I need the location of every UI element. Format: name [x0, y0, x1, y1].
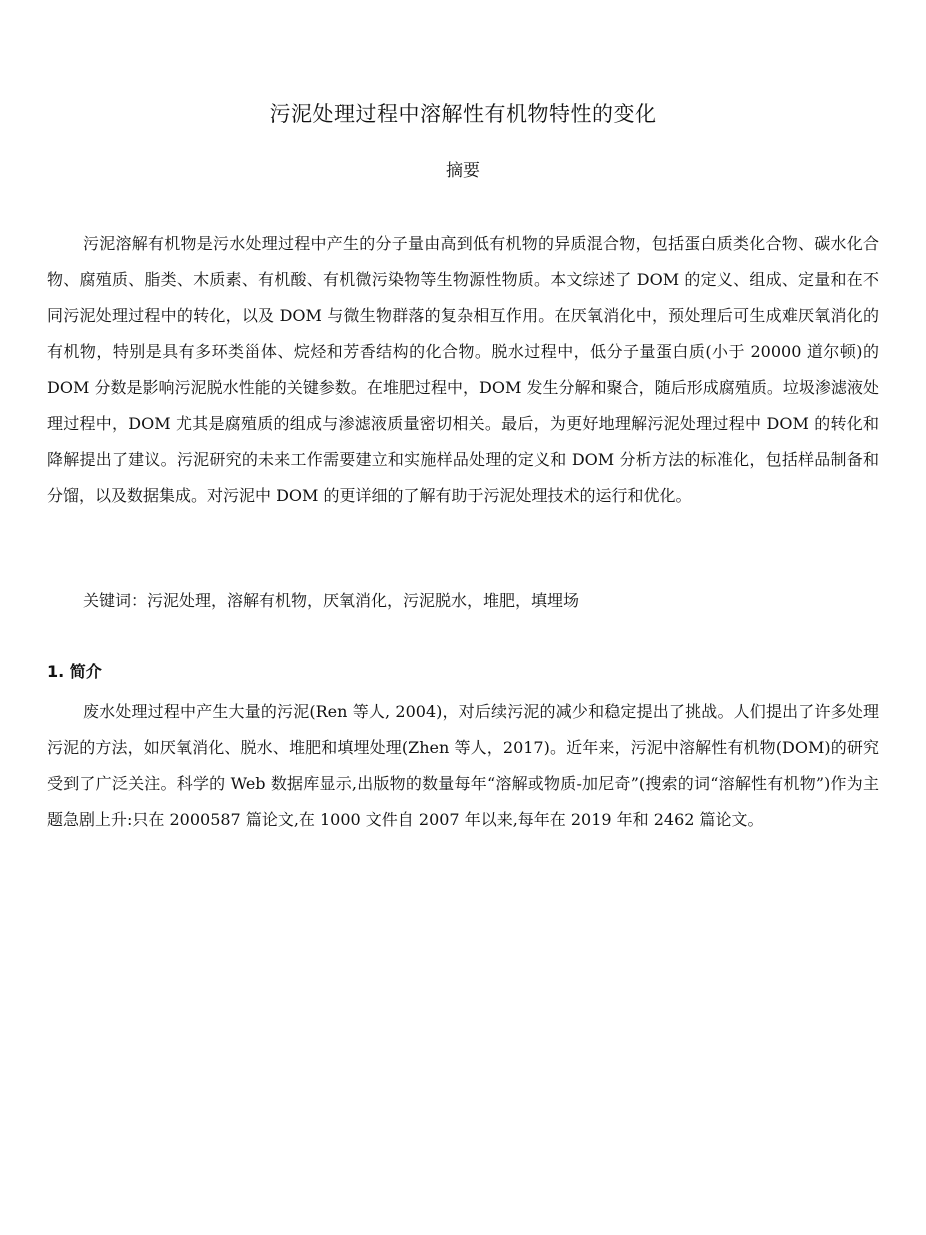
abstract-heading: 摘要 — [446, 161, 480, 181]
paper-title: 污泥处理过程中溶解性有机物特性的变化 — [269, 102, 657, 126]
abstract-paragraph: 污泥溶解有机物是污水处理过程中产生的分子量由高到低有机物的异质混合物，包括蛋白质类化合物、碳水化合物、腐殖质、脂类、木质素、有机酸、有机微污染物等生物源性物质。本文综述了 DOM 的定义、组成、定量和在不同污泥处理过程中的转化，以及 DOM 与微生物群落的复杂相互作用。在厌氧消化中，预处理后可生成难厌氧消化的有机物，特别是具有多环类甾体、烷烃和芳香结构的化合物。脱水过程中，低分子量蛋白质(小于 20000 道尔顿)的 DOM 分数是影响污泥脱水性能的关键参数。在堆肥过程中，DOM 发生分解和聚合，随后形成腐殖质。垃圾渗滤液处理过程中，DOM 尤其是腐殖质的组成与渗滤液质量密切相关。最后，为更好地理解污泥处理过程中 DOM 的转化和降解提出了建议。污泥研究的未来工作需要建立和实施样品处理的定义和 DOM 分析方法的标准化，包括样品制备和分馏，以及数据集成。对污泥中 DOM 的更详细的了解有助于污泥处理技术的运行和优化。 — [47, 234, 879, 505]
introduction-paragraph: 废水处理过程中产生大量的污泥(Ren 等人, 2004)，对后续污泥的减少和稳定提出了挑战。人们提出了许多处理污泥的方法，如厌氧消化、脱水、堆肥和填埋处理(Zhen 等人，2017)。近年来，污泥中溶解性有机物(DOM)的研究受到了广泛关注。科学的 Web 数据库显示,出版物的数量每年“溶解或物质-加尼奇”(搜索的词“溶解性有机物”)作为主题急剧上升:只在 2000587 篇论文,在 1000 文件自 2007 年以来,每年在 2019 年和 2462 篇论文。 — [47, 702, 879, 829]
section-heading-introduction: 1. 简介 — [47, 662, 102, 681]
keywords-line: 关键词：污泥处理，溶解有机物，厌氧消化，污泥脱水，堆肥，填埋场 — [83, 591, 580, 610]
